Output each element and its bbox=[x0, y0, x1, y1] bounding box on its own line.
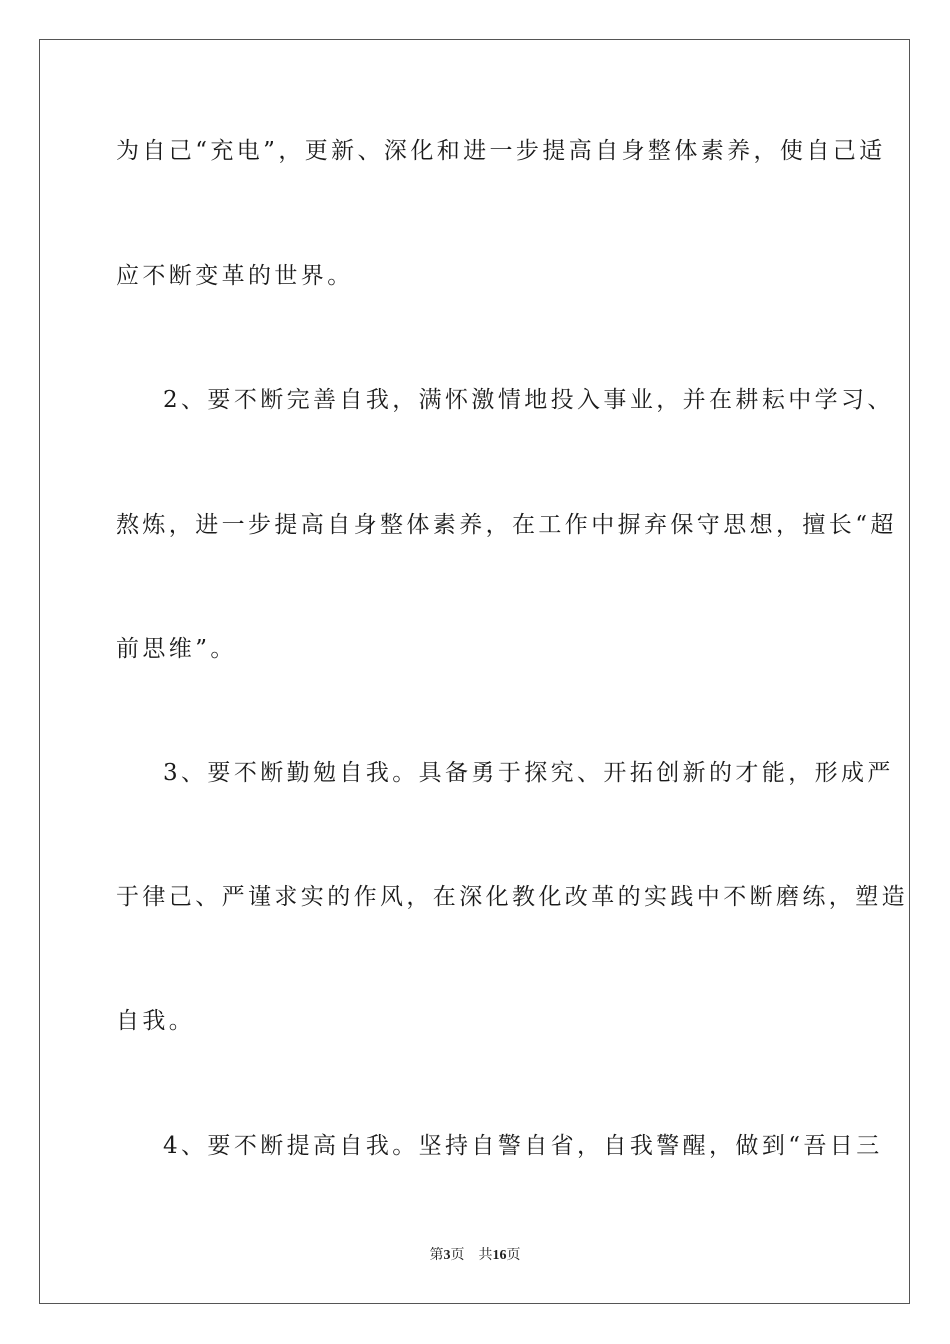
paragraph-2-line-2: 熬炼，进一步提高自身整体素养，在工作中摒弃保守思想，擅长“超 bbox=[116, 512, 897, 538]
page-prefix: 第 bbox=[429, 1248, 444, 1263]
text-line-2: 应不断变革的世界。 bbox=[116, 263, 354, 289]
paragraph-2-line-3: 前思维”。 bbox=[116, 636, 237, 662]
page-suffix: 页 bbox=[450, 1248, 465, 1263]
page-number: 3 bbox=[443, 1248, 451, 1263]
paragraph-3-line-2: 于律己、严谨求实的作风，在深化教化改革的实践中不断磨练，塑造 bbox=[116, 884, 908, 910]
text-line-1: 为自己“充电”，更新、深化和进一步提高自身整体素养，使自己适 bbox=[116, 138, 886, 164]
page-footer bbox=[0, 1247, 950, 1265]
paragraph-4-line-1: 4、要不断提高自我。坚持自警自省，自我警醒，做到“吾日三 bbox=[163, 1133, 883, 1159]
total-prefix: 共 bbox=[478, 1248, 493, 1263]
total-suffix: 页 bbox=[506, 1248, 521, 1263]
page-border bbox=[39, 39, 910, 1304]
total-pages: 16 bbox=[492, 1248, 507, 1263]
paragraph-3-line-1: 3、要不断勤勉自我。具备勇于探究、开拓创新的才能，形成严 bbox=[163, 760, 894, 786]
paragraph-2-line-1: 2、要不断完善自我，满怀激情地投入事业，并在耕耘中学习、 bbox=[163, 387, 894, 413]
paragraph-3-line-3: 自我。 bbox=[116, 1008, 196, 1034]
